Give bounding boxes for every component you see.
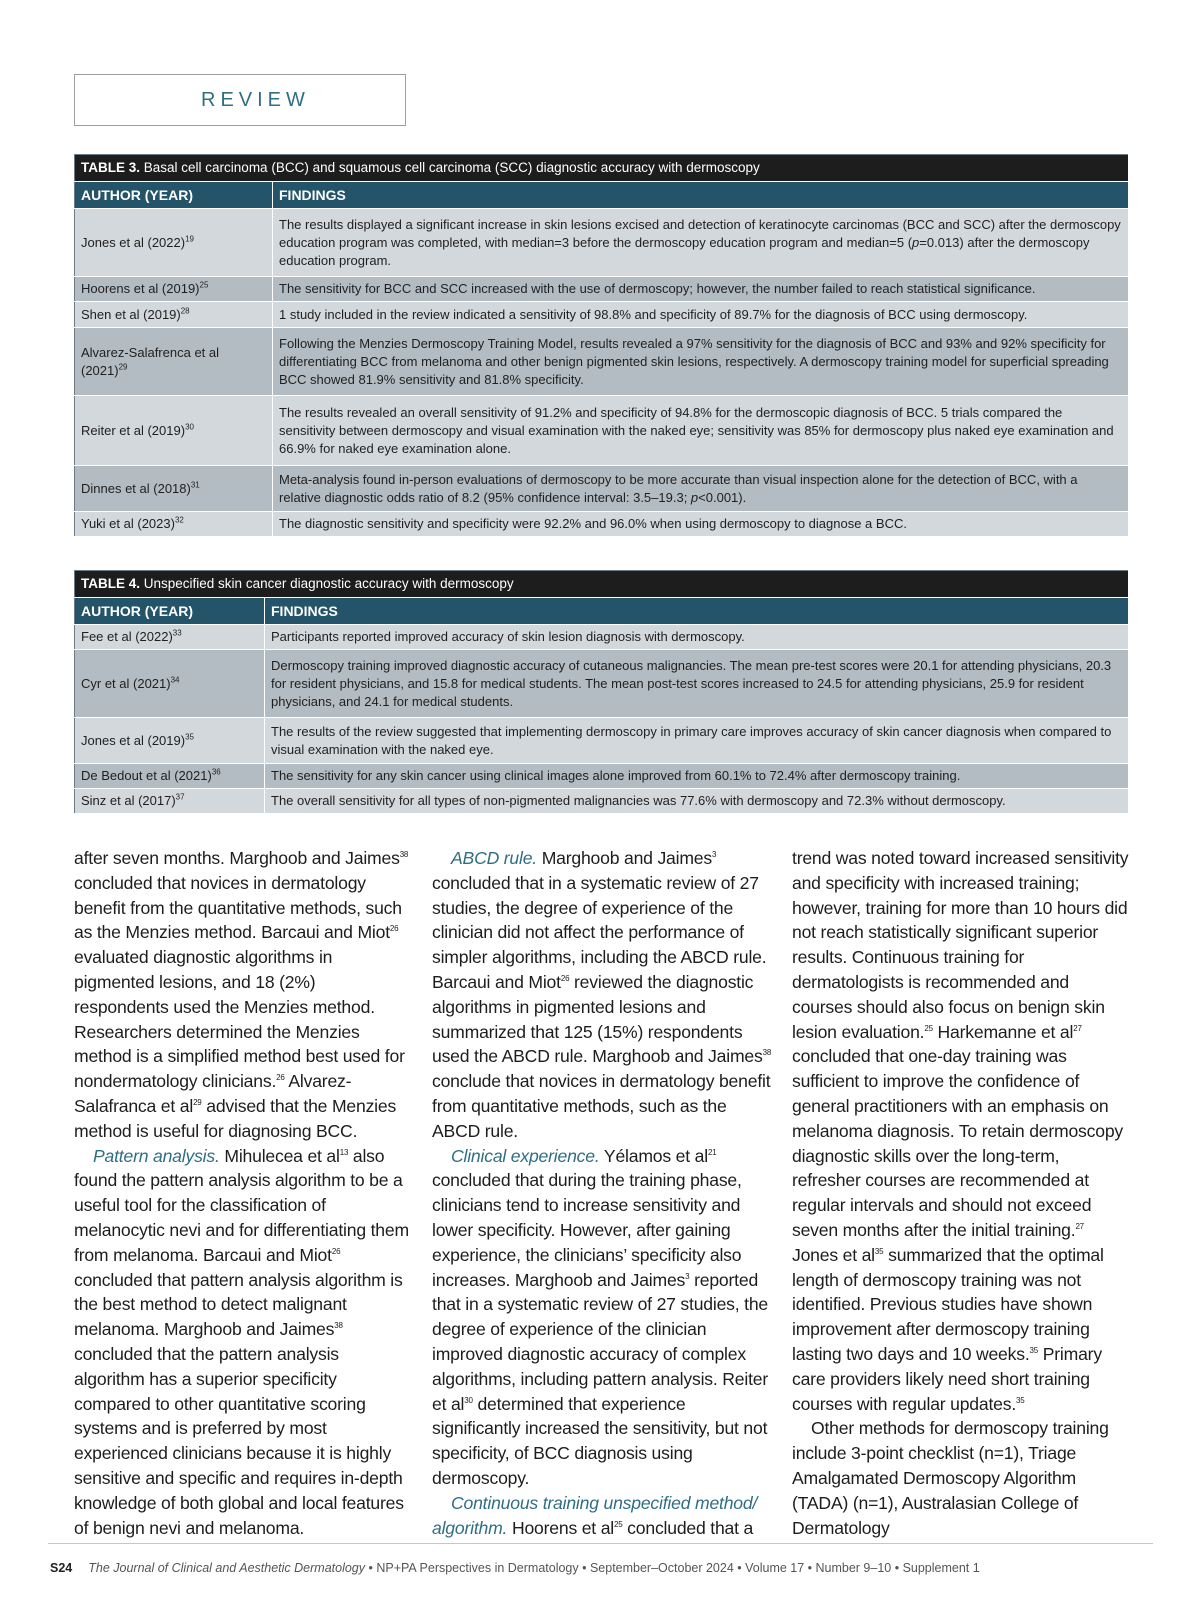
table-3-col-findings: FINDINGS bbox=[273, 182, 1129, 209]
body-text: Mihulecea et al bbox=[219, 1145, 340, 1166]
finding-text: The results displayed a significant increase in skin lesions excised and detection of keratinocyte carcinomas (BCC and SCC) after the dermoscopy education program was completed, with median=3 before the dermoscopy education program and median=5 ( bbox=[279, 216, 1121, 250]
citation: 38 bbox=[399, 850, 409, 860]
author-year: Shen et al (2019) bbox=[81, 306, 181, 322]
body-paragraph bbox=[432, 1491, 772, 1541]
table-row bbox=[75, 277, 1129, 302]
table-row bbox=[75, 650, 1129, 718]
ref-number: 28 bbox=[180, 306, 190, 316]
citation: 26 bbox=[276, 1073, 285, 1083]
text-column-1 bbox=[74, 846, 414, 1540]
table-3-col-author: AUTHOR (YEAR) bbox=[75, 182, 273, 209]
table-row bbox=[75, 466, 1129, 512]
table-row bbox=[75, 764, 1129, 789]
ref-number: 30 bbox=[185, 422, 194, 432]
p-symbol: p bbox=[690, 489, 699, 505]
citation: 25 bbox=[613, 1519, 623, 1529]
table-4-header bbox=[75, 598, 1129, 625]
finding-text: The sensitivity for BCC and SCC increased with the use of dermoscopy; however, the number failed to reach statistical significance. bbox=[273, 277, 1129, 302]
table-row bbox=[75, 625, 1129, 650]
author-year: Jones et al (2019) bbox=[81, 732, 186, 748]
finding-text-cont: =0.013) after the dermoscopy education program. bbox=[279, 234, 1090, 268]
author-year: Cyr et al (2021) bbox=[81, 675, 171, 691]
body-paragraph bbox=[792, 1416, 1132, 1540]
table-3-caption bbox=[75, 155, 1129, 182]
ref-number: 29 bbox=[118, 362, 128, 372]
citation: 26 bbox=[331, 1246, 341, 1256]
body-text: concluded that one-day training was sufficient to improve the confidence of general practitioners with an emphasis on melanoma diagnosis. To retain dermoscopy diagnostic skills over the long-term, refresher courses are recommended at regular intervals and should not exceed seven months after the initial training. bbox=[792, 1046, 1124, 1240]
table-row bbox=[75, 302, 1129, 328]
table-4-caption bbox=[75, 571, 1129, 598]
author-year: Jones et al (2022) bbox=[81, 234, 186, 250]
author-year: Sinz et al (2017) bbox=[81, 793, 176, 808]
body-paragraph bbox=[432, 846, 772, 1144]
body-text: determined that experience significantly increased the sensitivity, but not specificity, of BCC diagnosis using dermoscopy. bbox=[432, 1393, 768, 1488]
table-3 bbox=[74, 154, 1129, 537]
body-text: concluded that pattern analysis algorithm is the best method to detect malignant melanoma. Marghoob and Jaimes bbox=[74, 1269, 403, 1340]
citation: 21 bbox=[707, 1147, 717, 1157]
table-4-col-author: AUTHOR (YEAR) bbox=[75, 598, 265, 625]
body-text: also found the pattern analysis algorithm to be a useful tool for the classification of melanocytic nevi and for differentiating them from melanoma. Barcaui and Miot bbox=[74, 1145, 409, 1265]
body-text: reviewed the diagnostic algorithms in pigmented lesions and summarized that 125 (15%) respondents used the ABCD rule. Marghoob and Jaimes bbox=[432, 971, 763, 1067]
text-column-2 bbox=[432, 846, 772, 1540]
page-number: S24 bbox=[50, 1561, 73, 1575]
citation: 3 bbox=[711, 850, 717, 860]
citation: 35 bbox=[1029, 1346, 1039, 1356]
body-text: reported that in a systematic review of 27 studies, the degree of experience of the clinician improved diagnostic accuracy of complex algorithms, including pattern analysis. Reiter et al bbox=[432, 1269, 769, 1414]
finding-text: Participants reported improved accuracy of skin lesion diagnosis with dermoscopy. bbox=[265, 625, 1129, 650]
journal-title: The Journal of Clinical and Aesthetic Dermatology bbox=[88, 1561, 366, 1575]
author-year: Reiter et al (2019) bbox=[81, 422, 186, 438]
table-3-caption-label: TABLE 3. bbox=[81, 160, 141, 175]
ref-number: 32 bbox=[174, 515, 184, 525]
issue-info: • NP+PA Perspectives in Dermatology • September–October 2024 • Volume 17 • Number 9–10 • Supplement 1 bbox=[365, 1561, 980, 1575]
subheading-clinical-experience: Clinical experience. bbox=[451, 1145, 600, 1166]
body-text: concluded that a bbox=[622, 1517, 754, 1538]
author-year: Yuki et al (2023) bbox=[81, 516, 175, 531]
author-year: Dinnes et al (2018) bbox=[81, 480, 191, 496]
citation: 27 bbox=[1073, 1023, 1082, 1033]
table-row bbox=[75, 209, 1129, 277]
table-4-col-findings: FINDINGS bbox=[265, 598, 1129, 625]
body-text: Alvarez-Salafranca et al bbox=[74, 1071, 352, 1116]
citation: 26 bbox=[389, 924, 399, 934]
table-3-header bbox=[75, 182, 1129, 209]
body-text: Jones et al bbox=[792, 1244, 875, 1265]
body-text: Hoorens et al bbox=[507, 1517, 614, 1538]
finding-text: Dermoscopy training improved diagnostic accuracy of cutaneous malignancies. The mean pre-test scores were 20.1 for attending physicians, 20.3 for resident physicians, and 15.8 for medical students. The mean post-test scores increased to 24.5 for attending physicians, 25.9 for resident physicians, and 24.1 for medical students. bbox=[265, 650, 1129, 718]
section-label-box bbox=[74, 74, 406, 126]
table-4 bbox=[74, 570, 1129, 814]
ref-number: 19 bbox=[185, 234, 194, 244]
table-row bbox=[75, 718, 1129, 764]
table-row bbox=[75, 328, 1129, 396]
author-year: De Bedout et al (2021) bbox=[81, 768, 212, 783]
citation: 27 bbox=[1075, 1222, 1084, 1232]
citation: 35 bbox=[874, 1246, 884, 1256]
footer-divider bbox=[48, 1543, 1153, 1544]
citation: 13 bbox=[339, 1147, 349, 1157]
section-label: REVIEW bbox=[201, 89, 310, 111]
finding-text: 1 study included in the review indicated a sensitivity of 98.8% and specificity of 89.7% for the diagnosis of BCC using dermoscopy. bbox=[273, 302, 1129, 328]
finding-text: Following the Menzies Dermoscopy Training Model, results revealed a 97% sensitivity for the diagnosis of BCC and 93% and 92% specificity for differentiating BCC from melanoma and other benign pigmented skin lesions, respectively. A dermoscopy training model for superficial spreading BCC showed 81.9% sensitivity and 81.8% specificity. bbox=[273, 328, 1129, 396]
finding-text: The sensitivity for any skin cancer using clinical images alone improved from 60.1% to 72.4% after dermoscopy training. bbox=[265, 764, 1129, 789]
subheading-pattern-analysis: Pattern analysis. bbox=[93, 1145, 220, 1166]
body-text: trend was noted toward increased sensitivity and specificity with increased training; however, training for more than 10 hours did not reach statistically significant superior results. Continuous training for dermatologists is recommended and courses should also focus on benign skin lesion evaluation. bbox=[792, 848, 1129, 1042]
p-symbol: p bbox=[912, 234, 920, 250]
citation: 30 bbox=[464, 1395, 473, 1405]
ref-number: 37 bbox=[175, 792, 185, 802]
citation: 3 bbox=[685, 1271, 690, 1281]
body-text: Yélamos et al bbox=[599, 1145, 708, 1166]
body-text: advised that the Menzies method is useful for diagnosing BCC. bbox=[74, 1095, 397, 1141]
body-text: concluded that during the training phase, clinicians tend to increase sensitivity and lower specificity. However, after gaining experience, the clinicians’ specificity also increases. Marghoob and Jaimes bbox=[432, 1170, 742, 1290]
body-paragraph bbox=[74, 1144, 414, 1541]
finding-text: The results revealed an overall sensitivity of 91.2% and specificity of 94.8% for the dermoscopic diagnosis of BCC. 5 trials compared the sensitivity between dermoscopy and visual examination with the naked eye; sensitivity was 85% for dermoscopy plus naked eye examination and 66.9% for naked eye examination alone. bbox=[273, 396, 1129, 466]
finding-text: Meta-analysis found in-person evaluations of dermoscopy to be more accurate than visual inspection alone for the detection of BCC, with a relative diagnostic odds ratio of 8.2 (95% confidence interval: 3.5–19.3; bbox=[279, 471, 1078, 505]
citation: 29 bbox=[193, 1098, 202, 1108]
table-4-caption-text: Unspecified skin cancer diagnostic accuracy with dermoscopy bbox=[140, 576, 514, 591]
body-text: concluded that in a systematic review of 27 studies, the degree of experience of the clinician did not affect the performance of simpler algorithms, including the ABCD rule. Barcaui and Miot bbox=[432, 872, 767, 992]
table-4-caption-label: TABLE 4. bbox=[81, 576, 141, 591]
body-text: Harkemanne et al bbox=[932, 1021, 1074, 1042]
body-text: summarized that the optimal length of dermoscopy training was not identified. Previous studies have shown improvement after dermoscopy training lasting two days and 10 weeks. bbox=[792, 1244, 1104, 1364]
body-paragraph bbox=[74, 846, 414, 1144]
author-year: Hoorens et al (2019) bbox=[81, 281, 200, 296]
body-paragraph bbox=[432, 1144, 772, 1491]
body-text: conclude that novices in dermatology benefit from quantitative methods, such as the ABCD rule. bbox=[432, 1071, 771, 1141]
citation: 25 bbox=[924, 1023, 933, 1033]
body-text: Other methods for dermoscopy training include 3-point checklist (n=1), Triage Amalgamated Dermoscopy Algorithm (TADA) (n=1), Australasian College of Dermatology bbox=[792, 1418, 1109, 1538]
citation: 38 bbox=[762, 1048, 772, 1058]
body-text: evaluated diagnostic algorithms in pigmented lesions, and 18 (2%) respondents used the Menzies method. Researchers determined the Menzies method is a simplified method best used for nondermatology clinicians. bbox=[74, 947, 405, 1092]
finding-text: The results of the review suggested that implementing dermoscopy in primary care improves accuracy of skin cancer diagnosis when compared to visual examination with the naked eye. bbox=[265, 718, 1129, 764]
body-text: after seven months. Marghoob and Jaimes bbox=[74, 848, 400, 868]
ref-number: 33 bbox=[172, 628, 182, 638]
citation: 38 bbox=[334, 1321, 343, 1331]
ref-number: 35 bbox=[185, 732, 194, 742]
table-3-caption-text: Basal cell carcinoma (BCC) and squamous cell carcinoma (SCC) diagnostic accuracy with dermoscopy bbox=[140, 160, 760, 175]
subheading-continuous-training: Continuous training unspecified method/ algorithm. bbox=[432, 1492, 758, 1538]
citation: 35 bbox=[1016, 1395, 1025, 1405]
finding-text-cont: <0.001). bbox=[698, 489, 747, 505]
citation: 26 bbox=[560, 974, 570, 984]
ref-number: 36 bbox=[211, 767, 221, 777]
table-row bbox=[75, 396, 1129, 466]
body-text: Primary care providers likely need short training courses with regular updates. bbox=[792, 1343, 1102, 1414]
ref-number: 34 bbox=[170, 675, 180, 685]
table-row bbox=[75, 789, 1129, 814]
page-footer bbox=[50, 1561, 980, 1575]
ref-number: 31 bbox=[190, 480, 200, 490]
body-text: Marghoob and Jaimes bbox=[537, 848, 712, 868]
body-text: concluded that novices in dermatology benefit from the quantitative methods, such as the Menzies method. Barcaui and Miot bbox=[74, 872, 402, 943]
finding-text: The overall sensitivity for all types of non-pigmented malignancies was 77.6% with dermoscopy and 72.3% without dermoscopy. bbox=[265, 789, 1129, 814]
author-year: Alvarez-Salafrenca et al (2021) bbox=[81, 344, 220, 378]
table-row bbox=[75, 512, 1129, 537]
text-column-3 bbox=[792, 846, 1132, 1540]
body-text: concluded that the pattern analysis algorithm has a superior specificity compared to other quantitative scoring systems and is preferred by most experienced clinicians because it is highly sensitive and specific and requires in-depth knowledge of both global and local features of benign nevi and melanoma. bbox=[74, 1343, 404, 1538]
body-paragraph bbox=[792, 846, 1132, 1416]
finding-text: The diagnostic sensitivity and specificity were 92.2% and 96.0% when using dermoscopy to diagnose a BCC. bbox=[273, 512, 1129, 537]
subheading-abcd-rule: ABCD rule. bbox=[451, 848, 537, 868]
ref-number: 25 bbox=[199, 280, 209, 290]
author-year: Fee et al (2022) bbox=[81, 629, 173, 644]
